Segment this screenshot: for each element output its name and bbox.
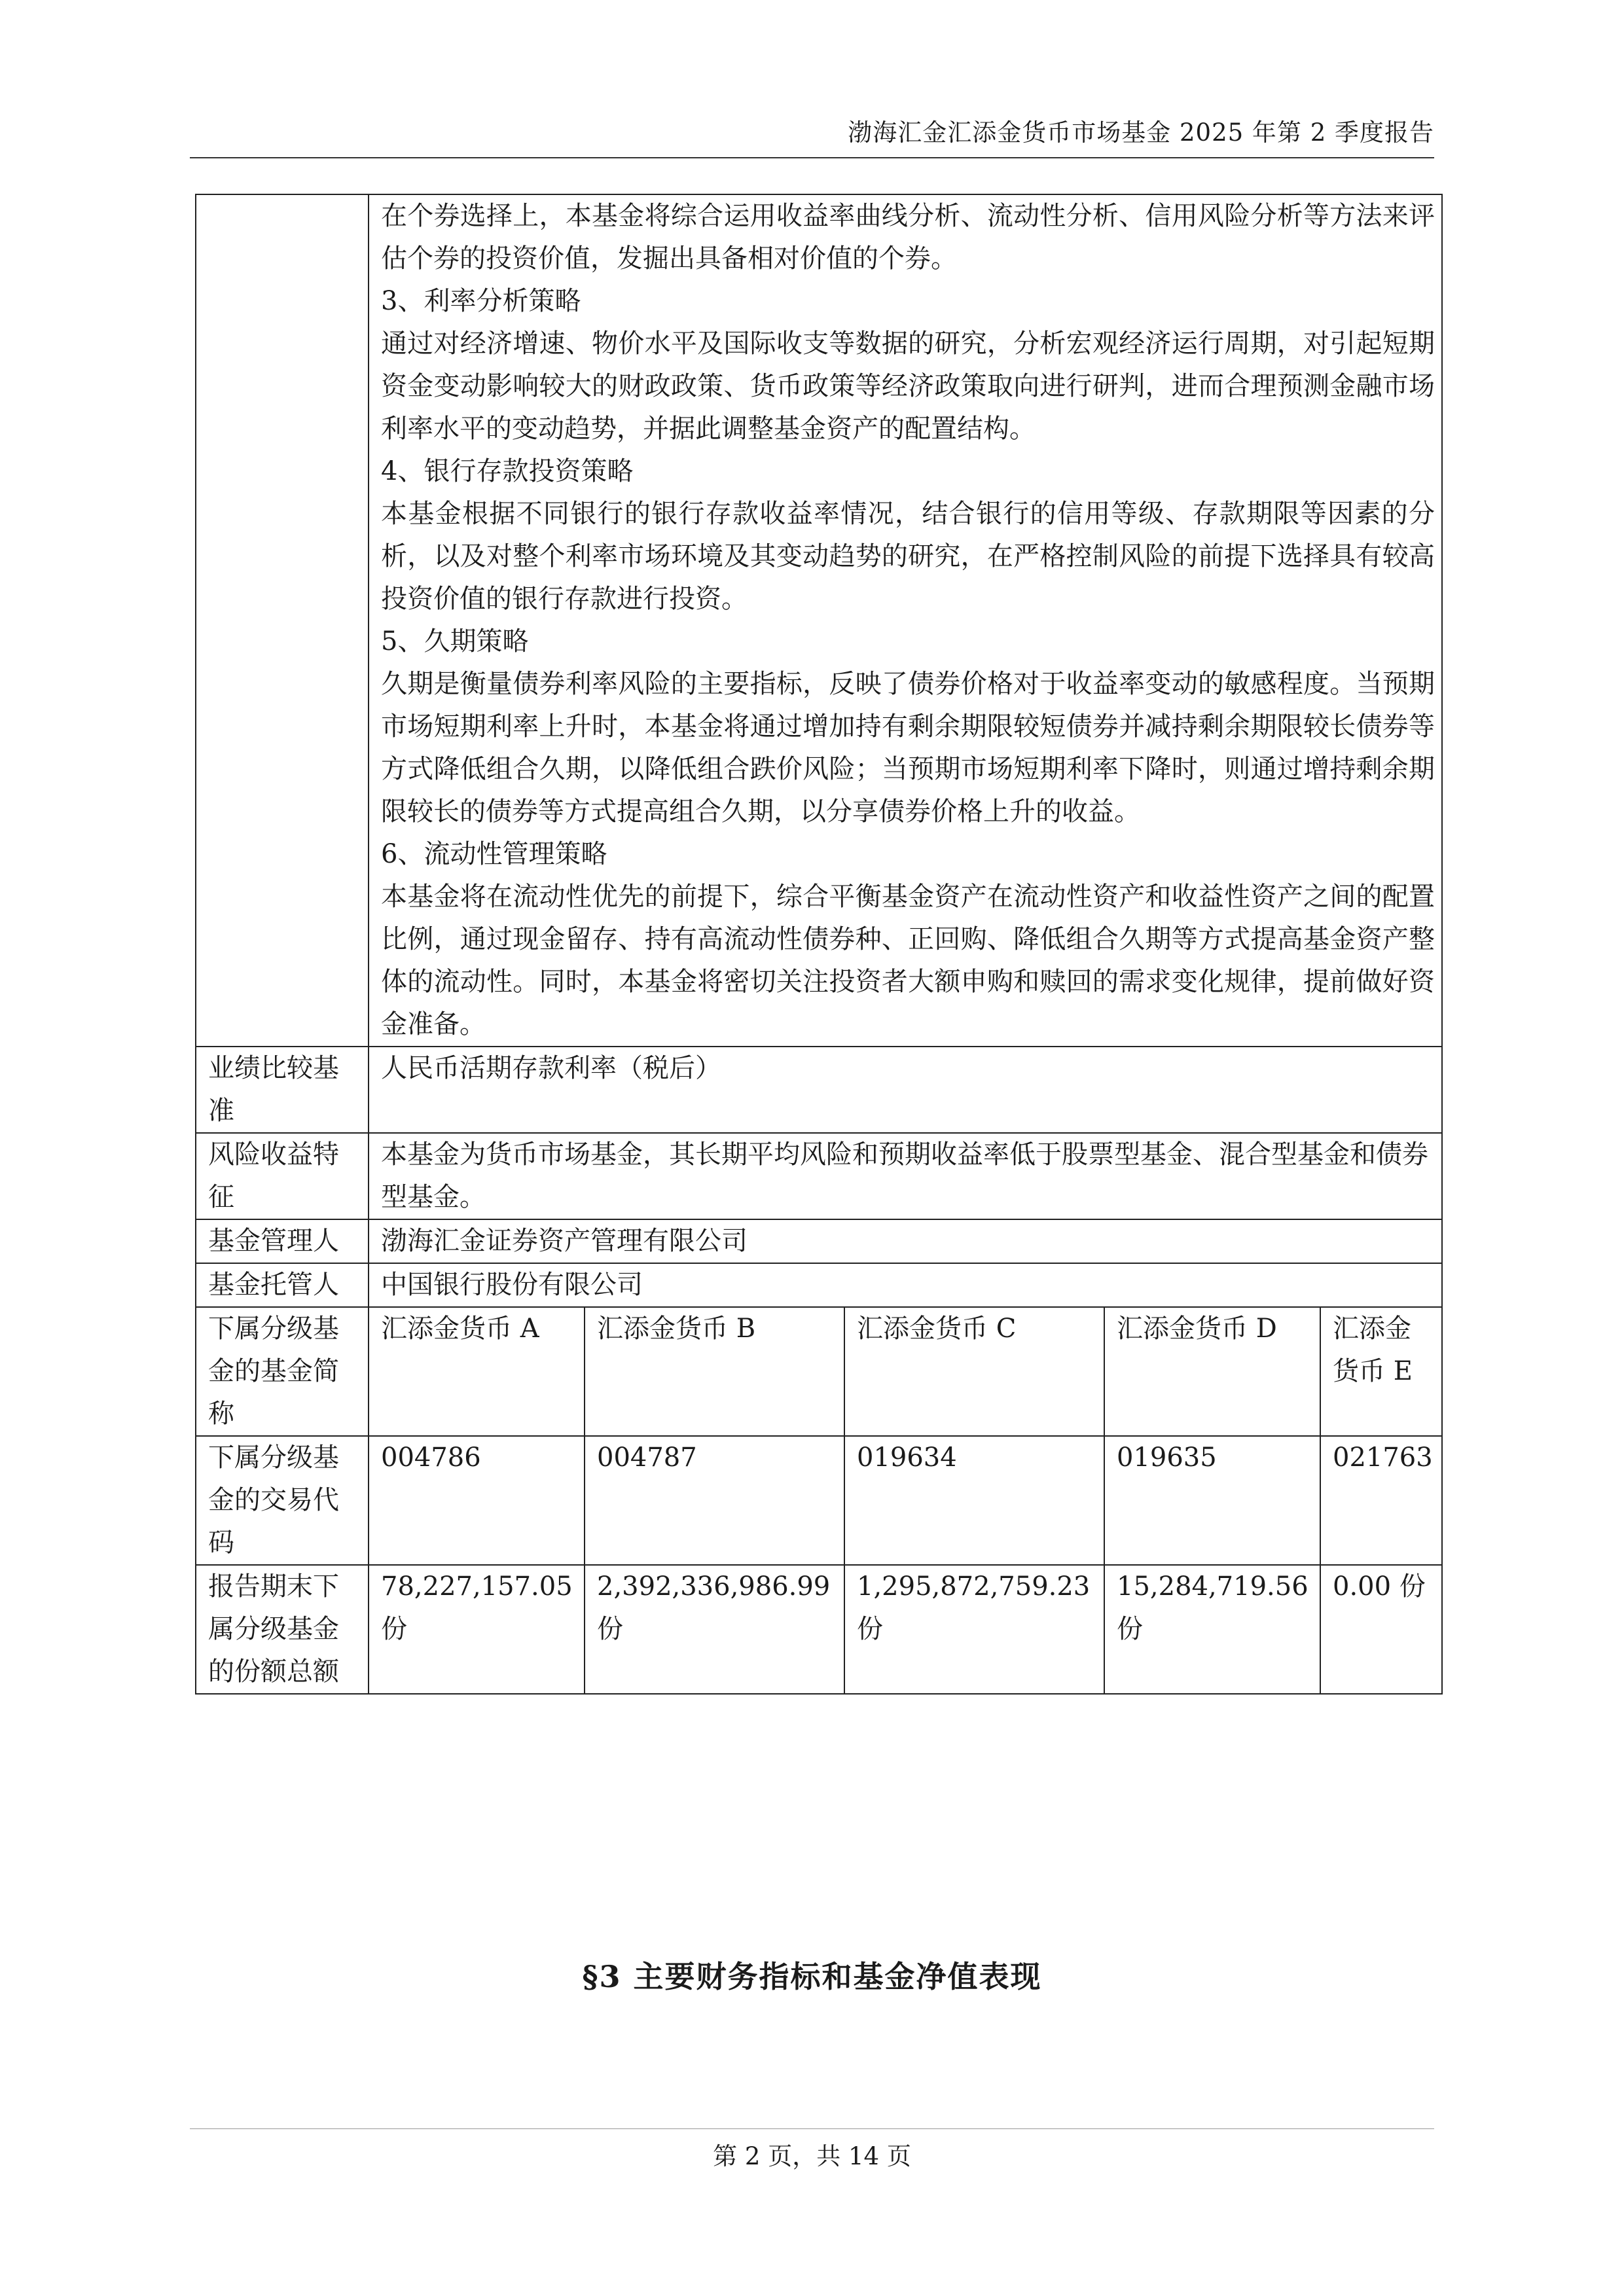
class-code-e: 021763 — [1320, 1436, 1442, 1565]
strategy-heading: 5、久期策略 — [381, 626, 529, 656]
table-row-class-names — [196, 1307, 1442, 1436]
class-code-b: 004787 — [585, 1436, 844, 1565]
strategy-heading: 6、流动性管理策略 — [381, 839, 607, 869]
class-code-c: 019634 — [844, 1436, 1104, 1565]
risk-label: 风险收益特征 — [196, 1133, 369, 1219]
strategy-heading: 4、银行存款投资策略 — [381, 456, 634, 486]
class-names-label: 下属分级基金的基金简称 — [196, 1307, 369, 1436]
class-name-e: 汇添金货币 E — [1320, 1307, 1442, 1436]
class-name-d: 汇添金货币 D — [1104, 1307, 1320, 1436]
class-name-b: 汇添金货币 B — [585, 1307, 844, 1436]
benchmark-label: 业绩比较基准 — [196, 1047, 369, 1133]
header-divider — [190, 157, 1434, 158]
strategy-label-cell — [196, 194, 369, 1047]
class-code-a: 004786 — [369, 1436, 585, 1565]
class-shares-a: 78,227,157.05 份 — [369, 1565, 585, 1694]
page-header-title: 渤海汇金汇添金货币市场基金 2025 年第 2 季度报告 — [848, 118, 1434, 147]
class-shares-c: 1,295,872,759.23 份 — [844, 1565, 1104, 1694]
class-codes-label: 下属分级基金的交易代码 — [196, 1436, 369, 1565]
benchmark-value: 人民币活期存款利率（税后） — [369, 1047, 1442, 1133]
strategy-paragraph: 本基金将在流动性优先的前提下，综合平衡基金资产在流动性资产和收益性资产之间的配置比例，通过现金留存、持有高流动性债券种、正回购、降低组合久期等方式提高基金资产整体的流动性。同时，本基金将密切关注投资者大额申购和赎回的需求变化规律，提前做好资金准备。 — [381, 882, 1435, 1039]
table-row-benchmark — [196, 1047, 1442, 1133]
class-name-c: 汇添金货币 C — [844, 1307, 1104, 1436]
table-row-class-shares — [196, 1565, 1442, 1694]
table-row-manager — [196, 1219, 1442, 1263]
section-title: §3 主要财务指标和基金净值表现 — [582, 1959, 1042, 1994]
class-shares-e: 0.00 份 — [1320, 1565, 1442, 1694]
table-row-strategy — [196, 194, 1442, 1047]
manager-value: 渤海汇金证券资产管理有限公司 — [369, 1219, 1442, 1263]
strategy-paragraph: 在个券选择上，本基金将综合运用收益率曲线分析、流动性分析、信用风险分析等方法来评估个券的投资价值，发掘出具备相对价值的个券。 — [381, 201, 1435, 274]
fund-info-table — [195, 194, 1443, 1695]
strategy-paragraph: 通过对经济增速、物价水平及国际收支等数据的研究，分析宏观经济运行周期，对引起短期资金变动影响较大的财政政策、货币政策等经济政策取向进行研判，进而合理预测金融市场利率水平的变动趋势，并据此调整基金资产的配置结构。 — [381, 329, 1435, 444]
strategy-paragraph: 久期是衡量债券利率风险的主要指标，反映了债券价格对于收益率变动的敏感程度。当预期市场短期利率上升时，本基金将通过增加持有剩余期限较短债券并减持剩余期限较长债券等方式降低组合久期，以降低组合跌价风险；当预期市场短期利率下降时，则通过增持剩余期限较长的债券等方式提高组合久期，以分享债券价格上升的收益。 — [381, 669, 1435, 827]
table-row-custodian — [196, 1263, 1442, 1307]
class-shares-b: 2,392,336,986.99 份 — [585, 1565, 844, 1694]
class-code-d: 019635 — [1104, 1436, 1320, 1565]
class-name-a: 汇添金货币 A — [369, 1307, 585, 1436]
table-row-class-codes — [196, 1436, 1442, 1565]
footer-divider — [190, 2128, 1434, 2129]
table-row-risk — [196, 1133, 1442, 1219]
strategy-paragraph: 本基金根据不同银行的银行存款收益率情况，结合银行的信用等级、存款期限等因素的分析，以及对整个利率市场环境及其变动趋势的研究，在严格控制风险的前提下选择具有较高投资价值的银行存款进行投资。 — [381, 499, 1435, 614]
class-shares-d: 15,284,719.56 份 — [1104, 1565, 1320, 1694]
strategy-cell — [369, 194, 1442, 1047]
risk-value: 本基金为货币市场基金，其长期平均风险和预期收益率低于股票型基金、混合型基金和债券型基金。 — [369, 1133, 1442, 1219]
manager-label: 基金管理人 — [196, 1219, 369, 1263]
custodian-label: 基金托管人 — [196, 1263, 369, 1307]
strategy-heading: 3、利率分析策略 — [381, 286, 581, 316]
page-number: 第 2 页，共 14 页 — [713, 2142, 911, 2170]
class-shares-label: 报告期末下属分级基金的份额总额 — [196, 1565, 369, 1694]
custodian-value: 中国银行股份有限公司 — [369, 1263, 1442, 1307]
